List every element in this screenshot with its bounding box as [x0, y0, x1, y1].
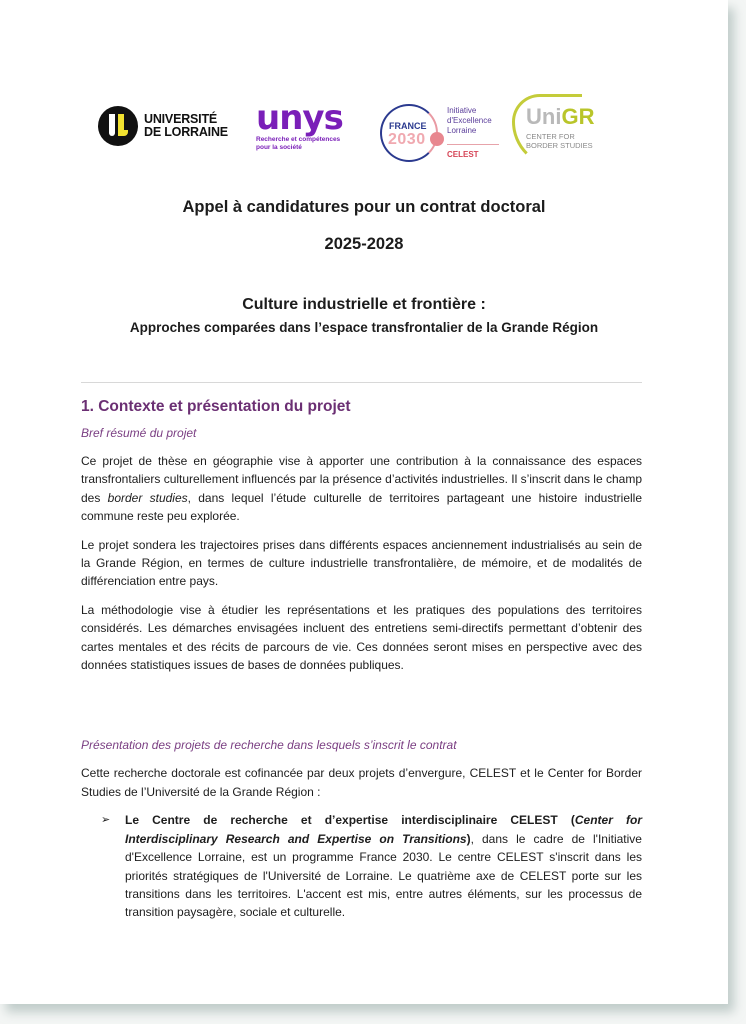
universite-de-lorraine-logo — [98, 106, 228, 146]
ul-logo-line2: DE LORRAINE — [144, 125, 228, 139]
ul-emblem-icon — [98, 106, 138, 146]
celest-description: , dans le cadre de l'Initiative d'Excellence Lorraine, est un programme France 2030. Le centre CELEST s'inscrit dans les priorités stratégiques de l'Université de Lorraine. Le quatrième axe de CELEST porte sur les transitions dans les territoires. L'accent est mis, entre autres éléments, sur les processus de transition paysagère, sociale et culturelle. — [125, 831, 642, 920]
logo-divider — [447, 144, 499, 145]
document-years: 2025-2028 — [324, 235, 404, 253]
unys-tagline-2: pour la société — [256, 144, 302, 151]
projects-subheading: Présentation des projets de recherche dans lesquels s’inscrit le contrat — [81, 738, 457, 753]
unys-tagline-1: Recherche et compétences — [256, 136, 341, 143]
document-subtitle: Approches comparées dans l’espace transfrontalier de la Grande Région — [129, 320, 599, 335]
paragraph-summary: Ce projet de thèse en géographie vise à apporter une contribution à la connaissance des espaces transfrontaliers culturellement influencés par la présence d’activités industrielles. Il s’inscrit dans le champ des border studies, dans lequel l’étude culturelle de territoires partageant une histoire industrielle commune reste peu explorée. — [81, 454, 643, 524]
paragraph-methodology: La méthodologie vise à étudier les représentations et les pratiques des populations des territoires considérés. Les démarches envisagées incluent des entretiens semi-directifs permettant d’obtenir des cartes mentales et des récits de parcours de vie. Ces données seront mises en perspective avec des données statistiques issues de bases de données publiques. — [81, 602, 642, 673]
unigr-sub-1: CENTER FOR — [526, 132, 575, 141]
list-item-celest: ➢ Le Centre de recherche et d’expertise interdisciplinaire CELEST (Center for Interdisciplinary Research and Expertise on Transitions), dans le cadre de l'Initiative d'Excellence Lorraine, est un programme France 2030. Le centre CELEST s'inscrit dans les priorités stratégiques de l'Université de Lorraine. Le quatrième axe de CELEST porte sur les transitions dans les territoires. L'accent est mis, entre autres éléments, sur les processus de transition paysagère, sociale et culturelle. — [101, 811, 642, 931]
section-divider — [81, 382, 642, 383]
document-subject: Culture industrielle et frontière : — [242, 296, 486, 313]
unys-logo — [256, 98, 343, 152]
document-title: Appel à candidatures pour un contrat doctoral — [182, 198, 546, 216]
paragraph-trajectories: Le projet sondera les trajectoires prises dans différents espaces anciennement industrialisés au sein de la Grande Région, en termes de culture industrielle transfrontalière, de mémoire, et de modalités de différenciation entre pays. — [81, 537, 642, 589]
idex-text-3: Lorraine — [447, 126, 477, 135]
logo-bar — [0, 92, 728, 172]
unys-wordmark: unys — [256, 98, 343, 138]
france-year: 2030 — [388, 131, 426, 148]
paragraph-funding: Cette recherche doctorale est cofinancée par deux projets d’envergure, CELEST et le Center for Border Studies de l’Université de la Grande Région : — [81, 766, 642, 799]
celest-english-name: Center for Interdisciplinary Research and Expertise on Transitions — [125, 813, 642, 846]
france2030-celest-logo — [380, 104, 505, 164]
section-heading: 1. Contexte et présentation du projet — [81, 398, 351, 415]
idex-text-1: Initiative — [447, 106, 477, 115]
unigr-sub-2: BORDER STUDIES — [526, 141, 593, 150]
france2030-dot-icon — [430, 132, 444, 146]
term-border-studies: border studies — [107, 490, 188, 505]
unigr-uni: Uni — [526, 104, 562, 129]
idex-text-2: d'Excellence — [447, 116, 492, 125]
arrow-bullet-icon: ➢ — [101, 814, 111, 827]
celest-label: CELEST — [447, 150, 479, 159]
summary-subheading: Bref résumé du projet — [81, 426, 197, 440]
celest-name: Le Centre de recherche et d’expertise interdisciplinaire CELEST ( — [125, 813, 575, 828]
unigr-gr: GR — [561, 104, 595, 129]
ul-logo-line1: UNIVERSITÉ — [144, 112, 218, 126]
unigr-logo — [512, 94, 612, 170]
france-word: FRANCE — [389, 121, 427, 131]
unigr-wordmark — [526, 104, 594, 130]
section-context — [81, 398, 642, 932]
